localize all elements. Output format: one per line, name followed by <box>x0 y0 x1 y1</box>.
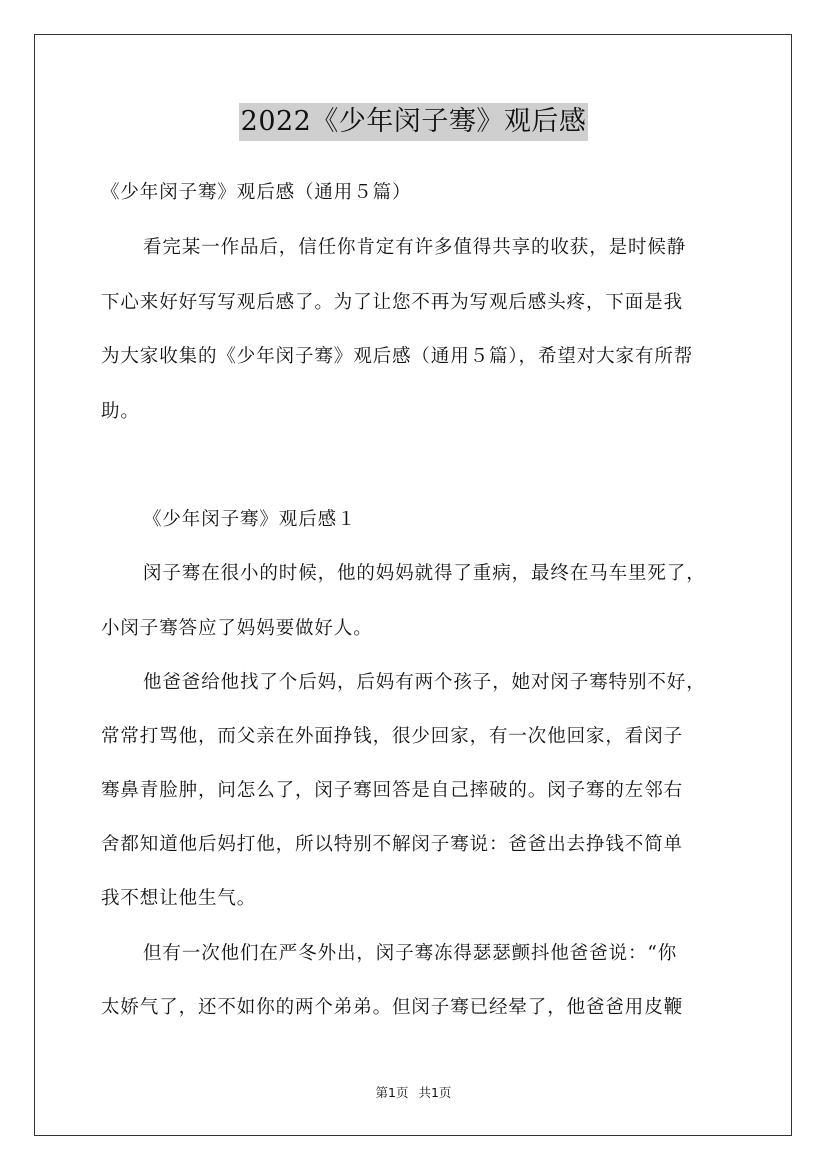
paragraph-line: 太娇气了，还不如你的两个弟弟。但闵子骞已经晕了，他爸爸用皮鞭 <box>101 997 684 1018</box>
page-number: 第1页 <box>375 1085 409 1100</box>
paragraph-line: 下心来好好写写观后感了。为了让您不再为写观后感头疼，下面是我 <box>101 292 684 313</box>
title-container <box>0 103 827 141</box>
document-title: 2022《少年闵子骞》观后感 <box>239 103 589 141</box>
paragraph-line: 看完某一作品后，信任你肯定有许多值得共享的收获，是时候静 <box>143 237 687 258</box>
paragraph-line: 闵子骞在很小的时候，他的妈妈就得了重病，最终在马车里死了， <box>143 563 706 584</box>
paragraph-line: 他爸爸给他找了个后妈，后妈有两个孩子，她对闵子骞特别不好， <box>143 672 706 693</box>
paragraph-line: 舍都知道他后妈打他，所以特别不解闵子骞说：爸爸出去挣钱不简单 <box>101 834 684 855</box>
page-total: 共1页 <box>418 1085 452 1100</box>
paragraph-line: 我不想让他生气。 <box>101 888 257 909</box>
paragraph-line: 助。 <box>101 401 140 422</box>
paragraph-line: 但有一次他们在严冬外出，闵子骞冻得瑟瑟颤抖他爸爸说：“你 <box>143 943 678 964</box>
paragraph-line: 为大家收集的《少年闵子骞》观后感（通用５篇），希望对大家有所帮 <box>101 346 694 367</box>
paragraph-line: 小闵子骞答应了妈妈要做好人。 <box>101 618 373 639</box>
document-subtitle: 《少年闵子骞》观后感（通用５篇） <box>101 182 412 203</box>
page-footer <box>0 1083 827 1101</box>
paragraph-line: 骞鼻青脸肿，问怎么了，闵子骞回答是自己摔破的。闵子骞的左邻右 <box>101 780 684 801</box>
section-heading: 《少年闵子骞》观后感１ <box>143 509 357 530</box>
paragraph-line: 常常打骂他，而父亲在外面挣钱，很少回家，有一次他回家，看闵子 <box>101 726 684 747</box>
